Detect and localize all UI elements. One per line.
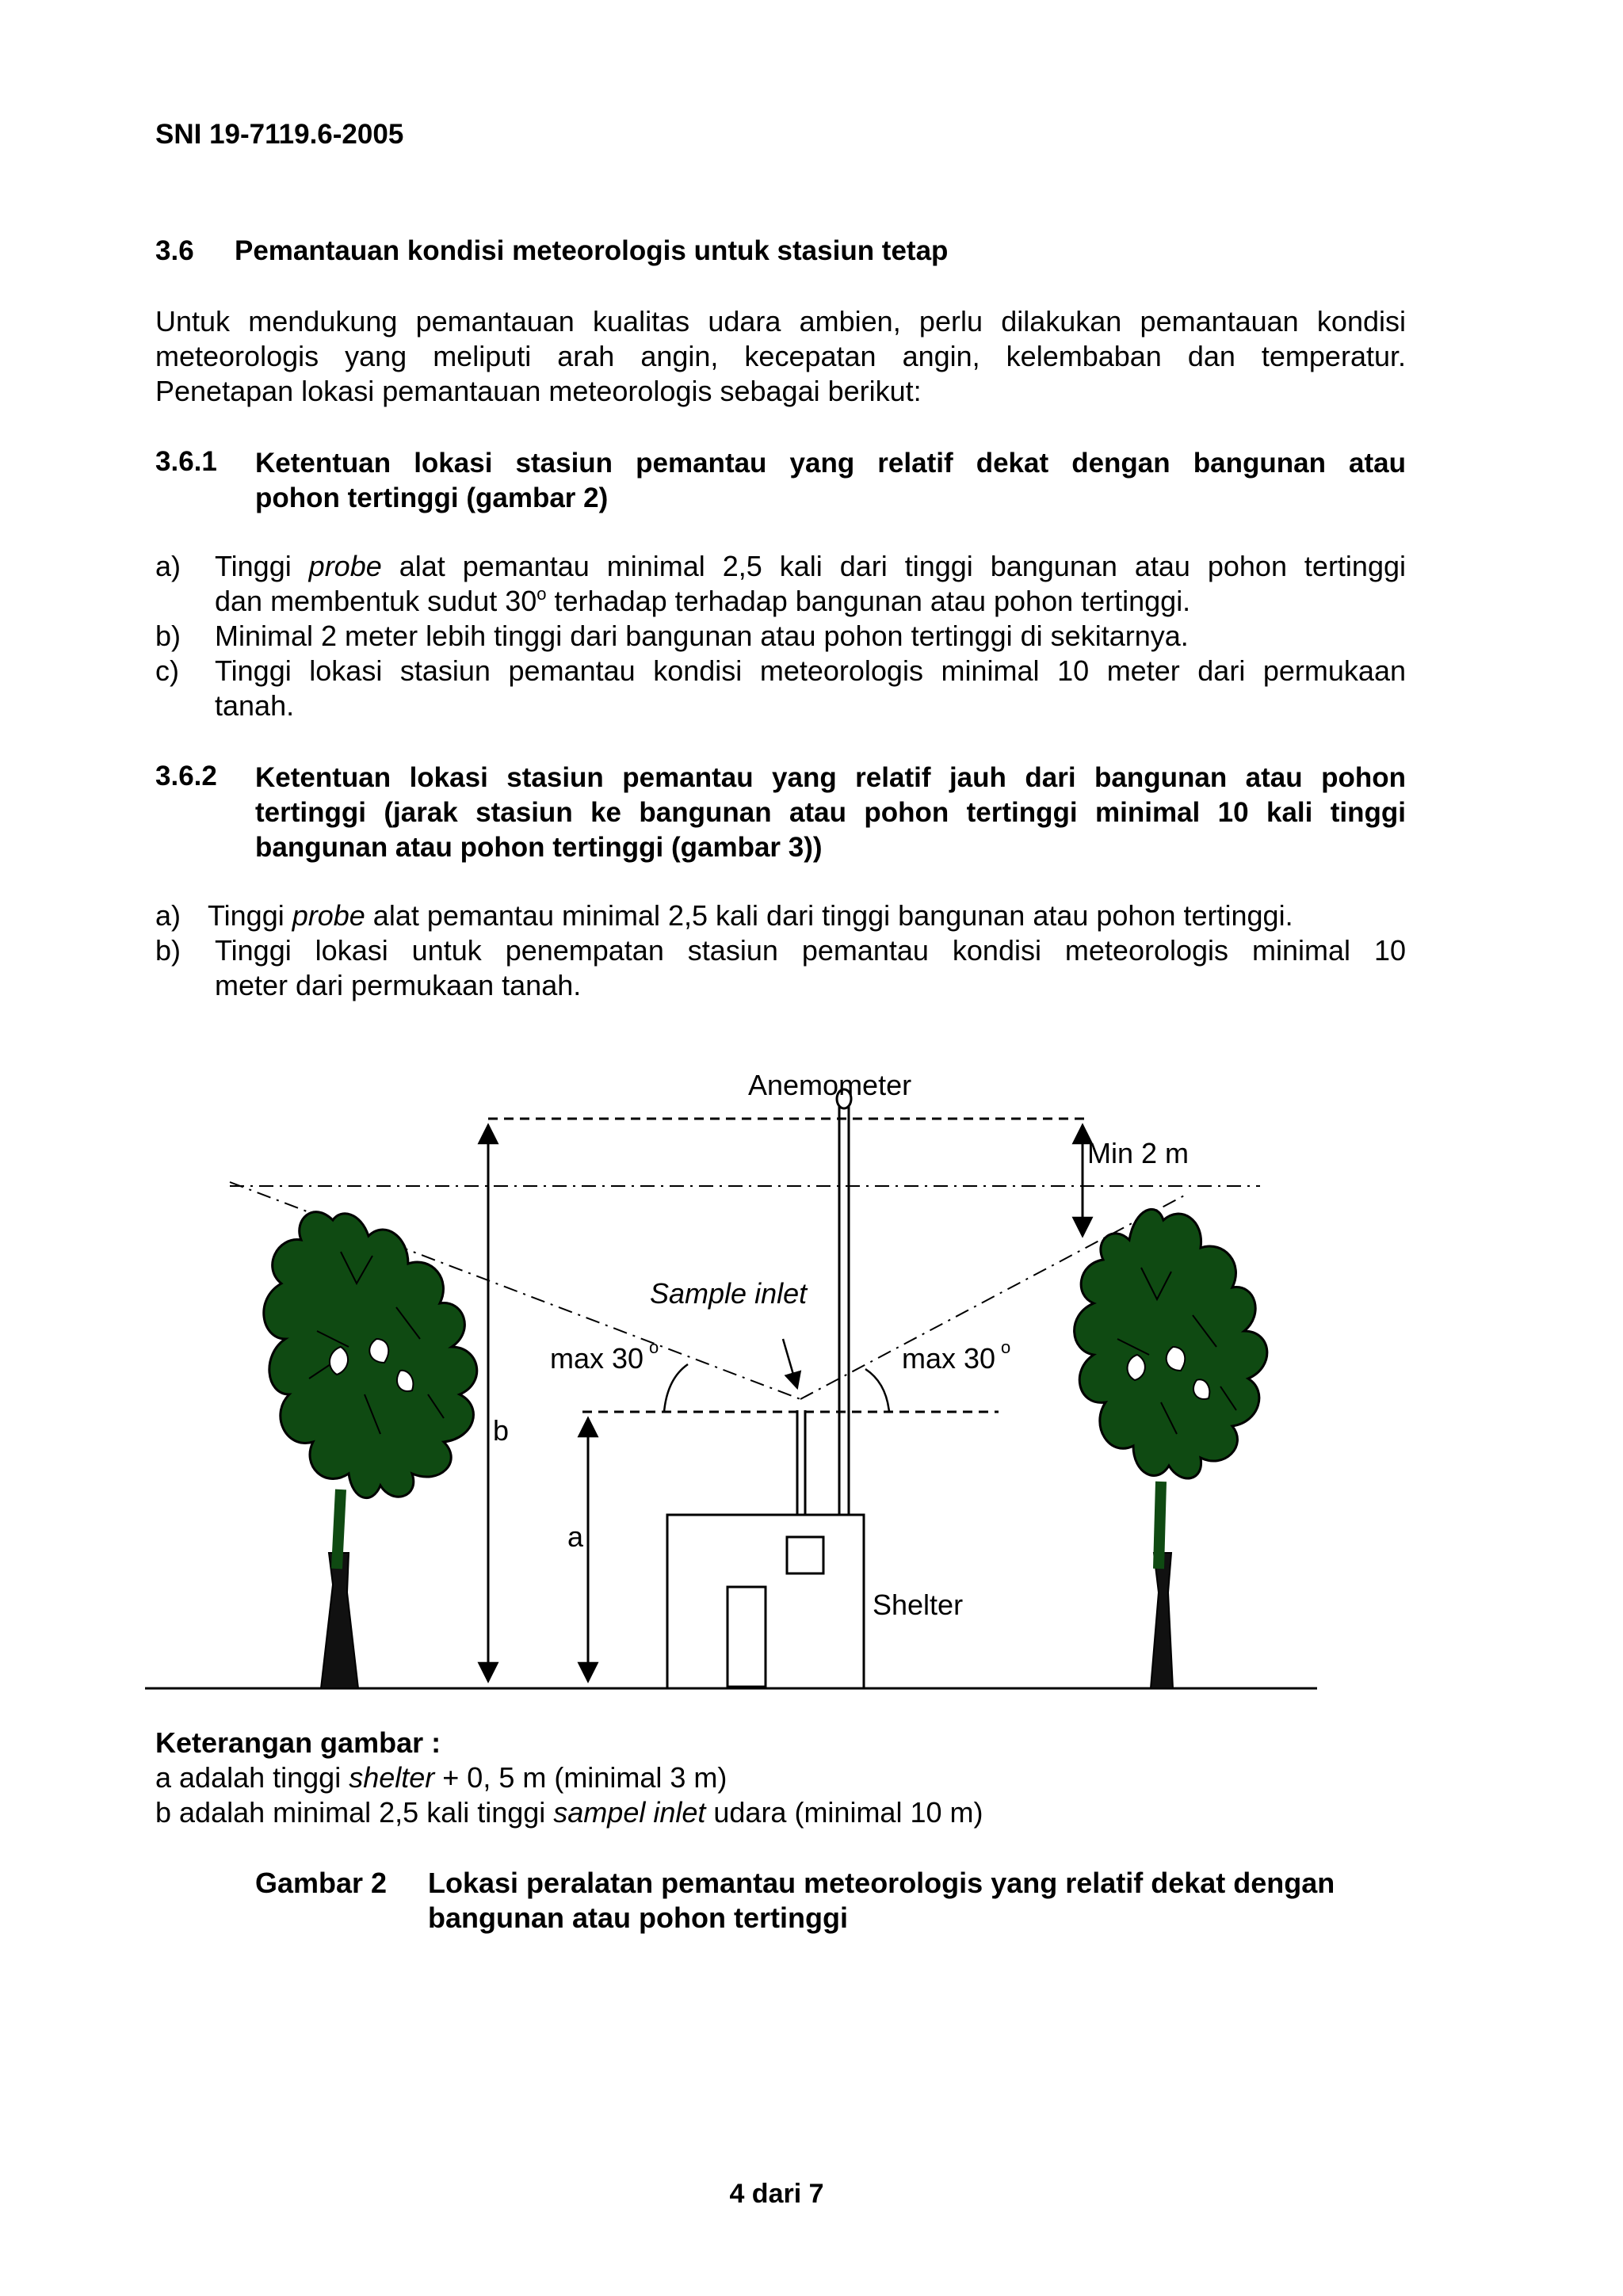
tree-right — [1075, 1209, 1267, 1688]
a-label: a — [567, 1520, 584, 1553]
list-item-text — [215, 549, 1406, 619]
list-label: c) — [155, 654, 179, 687]
list-label: a) — [155, 550, 181, 582]
text-run: tanah. — [215, 689, 295, 722]
angle-arc-right — [865, 1369, 889, 1412]
text-run-italic: sampel inlet — [553, 1796, 706, 1829]
paragraph-line: Penetapan lokasi pemantauan meteorologis sebagai berikut: — [155, 375, 922, 407]
caption-line: Lokasi peralatan pemantau meteorologis yang relatif dekat dengan — [428, 1867, 1335, 1899]
doc-code: SNI 19-7119.6-2005 — [155, 119, 404, 150]
text-run: b adalah minimal 2,5 kali tinggi — [155, 1796, 554, 1829]
section-title-line: bangunan atau pohon tertinggi (gambar 3)) — [255, 832, 823, 863]
caption-line: bangunan atau pohon tertinggi — [428, 1901, 848, 1934]
section-3-6-2-title — [255, 761, 1406, 865]
section-title-line: tertinggi (jarak stasiun ke bangunan atau pohon tertinggi minimal 10 kali tinggi — [255, 797, 1406, 828]
list-item-text — [215, 654, 1406, 723]
section-3-6-number: 3.6 — [155, 235, 194, 266]
list-item-text — [215, 619, 1406, 654]
caption-text — [428, 1866, 1335, 1936]
caption-label: Gambar 2 — [255, 1867, 388, 1899]
list-label: a) — [155, 899, 181, 932]
sample-inlet-label: Sample inlet — [650, 1277, 808, 1310]
section-3-6-1-title — [255, 446, 1406, 516]
shelter-window — [787, 1537, 823, 1573]
list-label: b) — [155, 934, 181, 967]
anemometer-label: Anemometer — [748, 1069, 912, 1101]
degree-sup: o — [537, 584, 547, 604]
text-run: alat pemantau minimal 2,5 kali dari tinggi bangunan atau pohon tertinggi — [381, 550, 1406, 582]
legend-title: Keterangan gambar : — [155, 1726, 441, 1759]
shelter-label: Shelter — [873, 1589, 964, 1621]
tree-left — [264, 1212, 477, 1688]
text-run: + 0, 5 m (minimal 3 m) — [434, 1761, 727, 1794]
text-run-italic: probe — [292, 899, 365, 932]
paragraph-line: meteorologis yang meliputi arah angin, kecepatan angin, kelembaban dan temperatur. — [155, 340, 1406, 372]
b-label: b — [493, 1414, 510, 1447]
paragraph-line: Untuk mendukung pemantauan kualitas udara ambien, perlu dilakukan pemantauan kondisi — [155, 305, 1406, 338]
text-run: a adalah tinggi — [155, 1761, 349, 1794]
text-run: Tinggi lokasi stasiun pemantau kondisi meteorologis minimal 10 meter dari permukaan — [215, 654, 1406, 687]
page-number: 4 dari 7 — [729, 2179, 824, 2209]
text-run: meter dari permukaan tanah. — [215, 969, 582, 1001]
text-run: Tinggi — [208, 899, 292, 932]
degree-sup-right: o — [1001, 1337, 1011, 1357]
sample-inlet-pointer — [783, 1339, 797, 1388]
section-3-6-1-number: 3.6.1 — [155, 446, 217, 477]
degree-sup-left: o — [649, 1337, 659, 1357]
text-run: terhadap terhadap bangunan atau pohon tertinggi. — [546, 585, 1191, 617]
section-3-6-paragraph — [155, 304, 1406, 409]
text-run: alat pemantau minimal 2,5 kali dari tinggi bangunan atau pohon tertinggi. — [365, 899, 1293, 932]
max30-left-label: max 30 — [550, 1342, 644, 1375]
list-item-text — [208, 898, 1399, 933]
text-run: Minimal 2 meter lebih tinggi dari bangunan atau pohon tertinggi di sekitarnya. — [215, 620, 1189, 652]
angle-arc-left — [664, 1364, 688, 1412]
text-run: dan membentuk sudut 30 — [215, 585, 537, 617]
text-run: udara (minimal 10 m) — [705, 1796, 983, 1829]
section-3-6-2-number: 3.6.2 — [155, 761, 217, 791]
list-item-text — [215, 933, 1406, 1003]
figure-legend — [155, 1726, 983, 1830]
text-run-italic: shelter — [349, 1761, 435, 1794]
shelter-door — [727, 1587, 766, 1687]
text-run: Tinggi — [215, 550, 309, 582]
section-title-line: Ketentuan lokasi stasiun pemantau yang relatif jauh dari bangunan atau pohon — [255, 762, 1406, 793]
min-2m-label: Min 2 m — [1087, 1137, 1190, 1169]
max30-right-label: max 30 — [902, 1342, 996, 1375]
text-run-italic: probe — [308, 550, 382, 582]
text-run: Tinggi lokasi untuk penempatan stasiun pemantau kondisi meteorologis minimal 10 — [215, 934, 1406, 967]
section-3-6-title: Pemantauan kondisi meteorologis untuk stasiun tetap — [235, 235, 949, 266]
section-title-line: pohon tertinggi (gambar 2) — [255, 482, 609, 513]
list-label: b) — [155, 620, 181, 652]
section-title-line: Ketentuan lokasi stasiun pemantau yang relatif dekat dengan bangunan atau — [255, 448, 1406, 479]
figure-diagram — [0, 1030, 1623, 1727]
